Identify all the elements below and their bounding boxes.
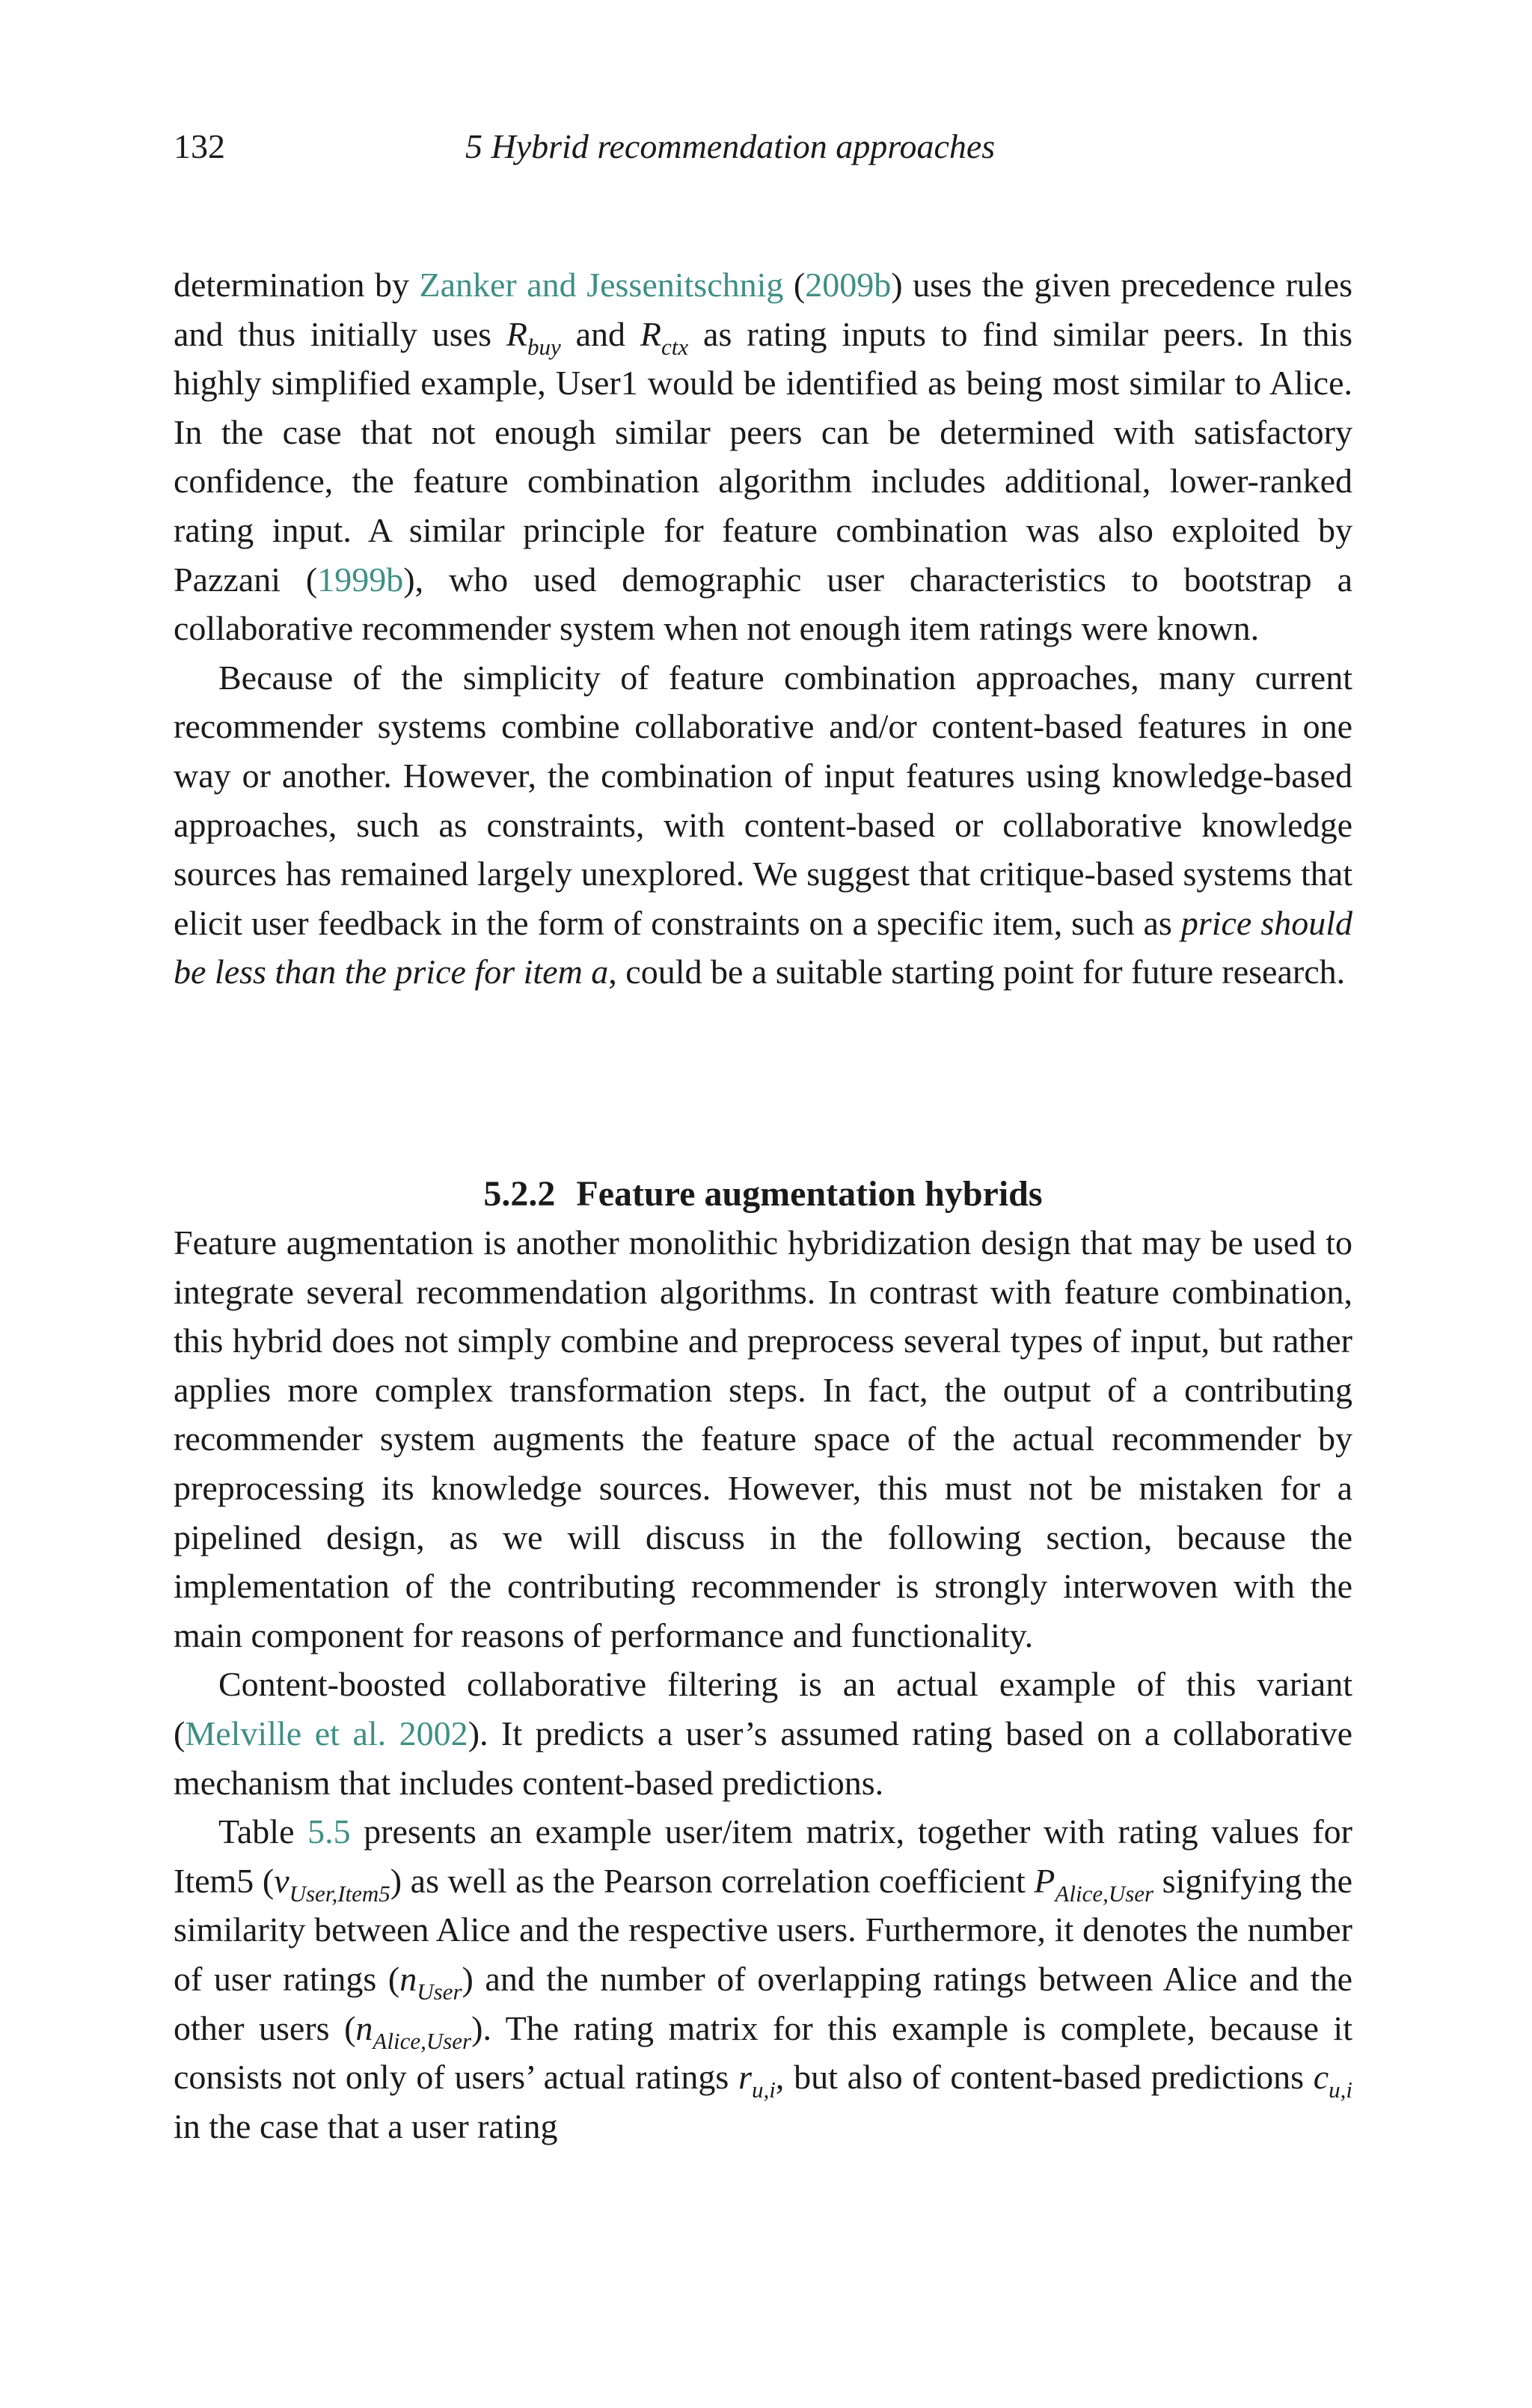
text-block-lower bbox=[174, 1218, 1352, 2151]
section-heading bbox=[174, 1172, 1352, 1217]
table-reference-link[interactable]: 5.5 bbox=[307, 1812, 351, 1851]
paragraph-feature-combination-precedence: determination by Zanker and Jessenitschnig (2009b) uses the given precedence rules and thus initially uses $R_{buy}$ and $R_{ctx}$ as rating inputs to find similar peers. In this highly simplified example, User1 would be identified as being most similar to Alice. In the case that not enough similar peers can be determined with satisfactory confidence, the feature combination algorithm includes additional, lower-ranked rating input. A similar principle for feature combination was also exploited by Pazzani (1999b), who used demographic user characteristics to bootstrap a collaborative recommender system when not enough item ratings were known. bbox=[174, 266, 1353, 648]
citation-link[interactable]: 1999b bbox=[317, 560, 404, 599]
running-head bbox=[174, 124, 1352, 169]
math-n-user: $n_{User}$ bbox=[399, 1959, 462, 2005]
page-number: 132 bbox=[174, 127, 225, 165]
math-r-ctx: $R_{ctx}$ bbox=[640, 314, 689, 360]
math-r-buy: $R_{buy}$ bbox=[506, 314, 561, 360]
section-number: 5.2.2 bbox=[483, 1174, 556, 1214]
citation-link[interactable]: Zanker and Jessenitschnig bbox=[419, 266, 784, 304]
citation-link[interactable]: Melville et al. 2002 bbox=[185, 1714, 468, 1752]
text-block-upper bbox=[174, 260, 1352, 997]
math-c-ui: $c_{u,i}$ bbox=[1313, 2058, 1353, 2103]
math-r-ui: $r_{u,i}$ bbox=[738, 2058, 776, 2103]
math-p-alice-user: $P_{Alice,User}$ bbox=[1034, 1861, 1154, 1907]
paragraph-table-description: Table 5.5 presents an example user/item matrix, together with rating values for Item5 $(v_{User,Item5})$ as well as the Pearson correlation coefficient $P_{Alice,User}$ signifying the similarity between Alice and the respective users. Furthermore, it denotes the number of user ratings $(n_{User})$ and the number of overlapping ratings between Alice and the other users $(n_{Alice,User})$. The rating matrix for this example is complete, because it consists not only of users’ actual ratings $r_{u,i}$, but also of content-based predictions $c_{u,i}$ in the case that a user rating bbox=[174, 1812, 1353, 2145]
paragraph-content-boosted-cf: Content-boosted collaborative filtering is an actual example of this variant (Melville et al. 2002). It predicts a user’s assumed rating based on a collaborative mechanism that includes content-based predictions. bbox=[174, 1665, 1352, 1802]
chapter-title: 5 Hybrid recommendation approaches bbox=[465, 127, 996, 165]
paragraph-feature-combination-simplicity: Because of the simplicity of feature combination approaches, many current recommender systems combine collaborative and/or content-based features in one way or another. However, the combination of input features using knowledge-based approaches, such as constraints, with content-based or collaborative knowledge sources has remained largely unexplored. We suggest that critique-based systems that elicit user feedback in the form of constraints on a specific item, such as price should be less than the price for item a, could be a suitable starting point for future research. bbox=[174, 658, 1353, 991]
paragraph-feature-augmentation-intro: Feature augmentation is another monolithic hybridization design that may be used to integrate several recommendation algorithms. In contrast with feature combination, this hybrid does not simply combine and preprocess several types of input, but rather applies more complex transformation steps. In fact, the output of a contributing recommender system augments the feature space of the actual recommender by preprocessing its knowledge sources. However, this must not be mistaken for a pipelined design, as we will discuss in the following section, because the implementation of the contributing recommender is strongly interwoven with the main component for reasons of performance and functionality. bbox=[174, 1223, 1352, 1654]
citation-link[interactable]: 2009b bbox=[805, 266, 892, 304]
section-title: Feature augmentation hybrids bbox=[576, 1174, 1043, 1214]
emphasis-price-example: price should be less than the price for item a bbox=[174, 903, 1353, 991]
math-v-user-item5: $v_{User,Item5}$ bbox=[274, 1861, 390, 1907]
math-n-alice-user: $n_{Alice,User}$ bbox=[355, 2008, 472, 2054]
